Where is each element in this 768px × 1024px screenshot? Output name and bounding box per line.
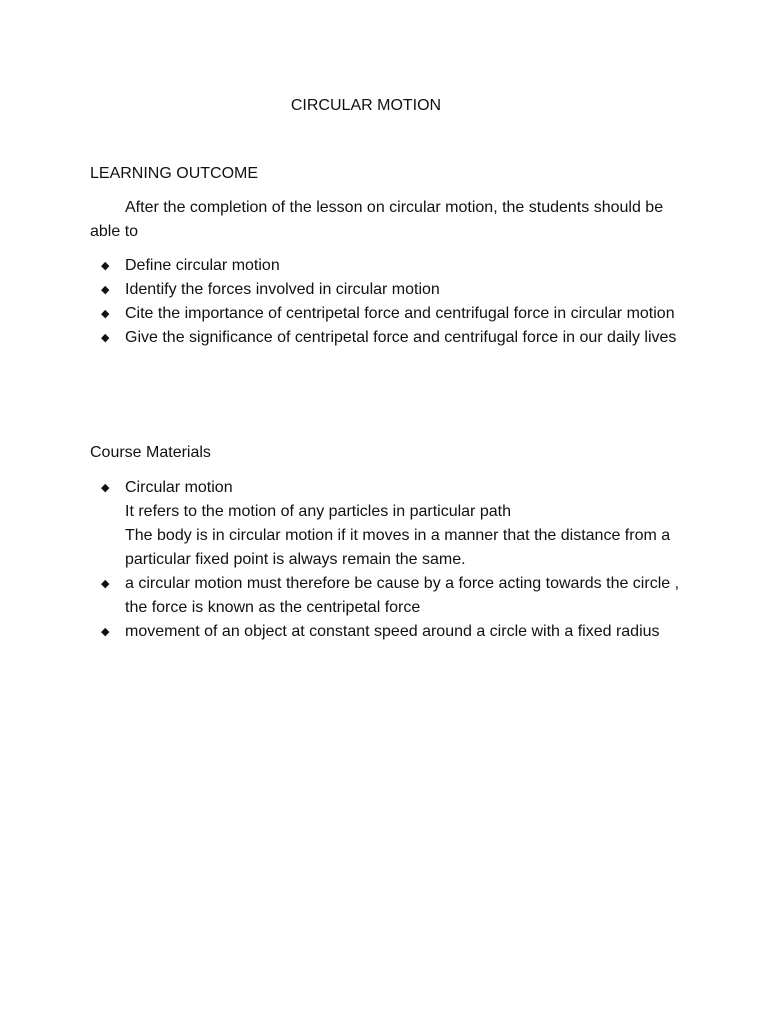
diamond-bullet-icon: ◆ bbox=[101, 308, 110, 320]
diamond-bullet-icon: ◆ bbox=[101, 482, 110, 494]
diamond-bullet-icon: ◆ bbox=[101, 626, 110, 638]
list-item bbox=[90, 620, 680, 644]
list-item-text: It refers to the motion of any particles in particular path bbox=[125, 503, 511, 520]
diamond-bullet-icon: ◆ bbox=[101, 332, 110, 344]
list-item-text: movement of an object at constant speed around a circle with a fixed radius bbox=[125, 623, 660, 640]
list-item bbox=[90, 278, 680, 302]
diamond-bullet-icon: ◆ bbox=[101, 284, 110, 296]
diamond-bullet-icon: ◆ bbox=[101, 260, 110, 272]
list-item bbox=[90, 572, 680, 620]
learning-outcome-intro: After the completion of the lesson on circular motion, the students should be able to bbox=[90, 199, 664, 240]
document-title: CIRCULAR MOTION bbox=[290, 97, 442, 114]
list-item-title: Circular motion bbox=[125, 479, 233, 496]
list-item-text: Define circular motion bbox=[125, 257, 280, 274]
learning-outcome-heading: LEARNING OUTCOME bbox=[90, 165, 259, 182]
list-item bbox=[90, 302, 680, 326]
list-item-text: Give the significance of centripetal force and centrifugal force in our daily lives bbox=[125, 329, 677, 346]
list-item bbox=[90, 476, 680, 572]
diamond-bullet-icon: ◆ bbox=[101, 578, 110, 590]
learning-outcome-list bbox=[90, 254, 680, 350]
list-item-text: Identify the forces involved in circular motion bbox=[125, 281, 440, 298]
list-item-text: Cite the importance of centripetal force and centrifugal force in circular motion bbox=[125, 305, 675, 322]
course-materials-list bbox=[90, 476, 680, 644]
list-item bbox=[90, 254, 680, 278]
list-item bbox=[90, 326, 680, 350]
list-item-text: The body is in circular motion if it moves in a manner that the distance from a particular fixed point is always remain the same. bbox=[125, 527, 671, 568]
list-item-text: a circular motion must therefore be cause by a force acting towards the circle , the force is known as the centripetal force bbox=[125, 575, 680, 616]
course-materials-heading: Course Materials bbox=[90, 444, 211, 461]
